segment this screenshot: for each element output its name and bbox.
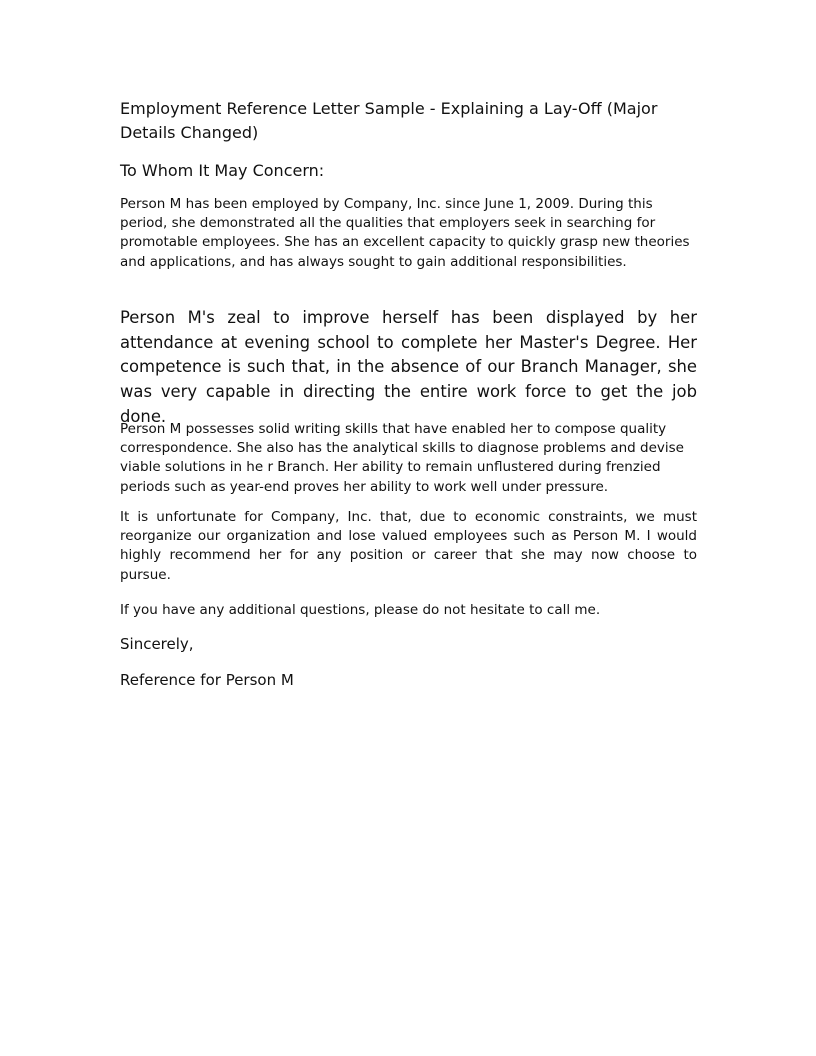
body-paragraph: It is unfortunate for Company, Inc. that, due to economic constraints, we must reorganize our organization and lose valued employees such as Person M. I would highly recommend her for any position or career that she may now choose to pursue. (120, 509, 697, 583)
body-paragraph: Person M's zeal to improve herself has been displayed by her attendance at evening school to complete her Master's Degree. Her competence is such that, in the absence of our Branch Manager, she was very capable in directing the entire work force to get the job done. (120, 308, 697, 426)
body-paragraph: Person M has been employed by Company, Inc. since June 1, 2009. During this period, she demonstrated all the qualities that employers seek in searching for promotable employees. She has an excellent capacity to quickly grasp new theories and applications, and has always sought to gain additional responsibilities. (120, 196, 690, 270)
body-paragraph: Person M possesses solid writing skills that have enabled her to compose quality correspondence. She also has the analytical skills to diagnose problems and devise viable solutions in he r Branch. Her ability to remain unflustered during frenzied periods such as year-end proves her ability to work well under pressure. (120, 421, 684, 495)
salutation: To Whom It May Concern: (120, 161, 325, 180)
closing: Sincerely, (120, 635, 194, 653)
signature: Reference for Person M (120, 671, 294, 689)
body-paragraph: If you have any additional questions, please do not hesitate to call me. (120, 602, 601, 618)
document-title: Employment Reference Letter Sample - Explaining a Lay-Off (Major Details Changed) (120, 99, 658, 142)
